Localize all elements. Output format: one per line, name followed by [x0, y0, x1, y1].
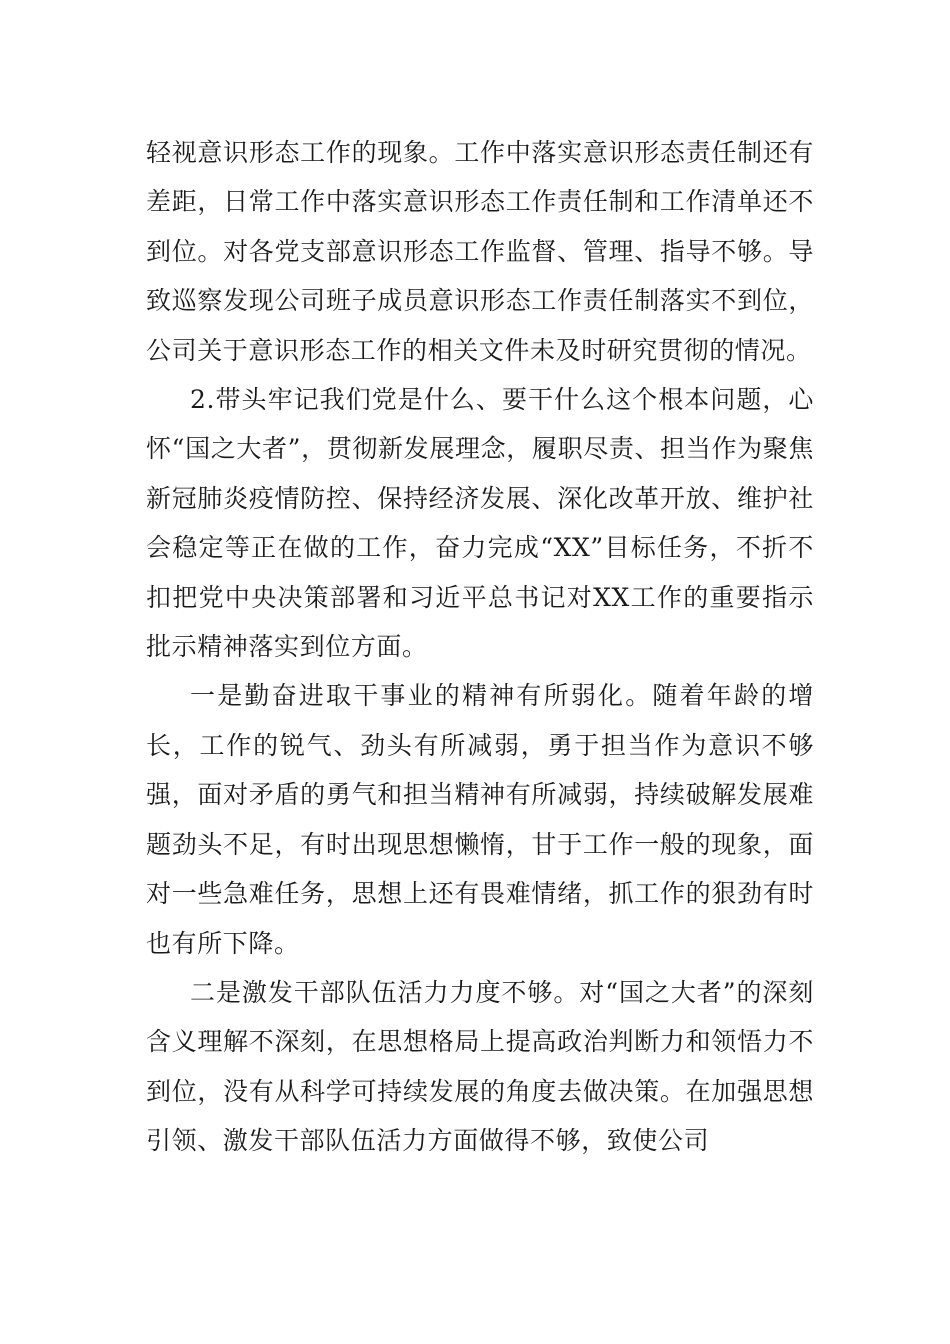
paragraph-first-issue: 一是勤奋进取干事业的精神有所弱化。随着年龄的增长，工作的锐气、劲头有所减弱，勇于担当作为意识不够强，面对矛盾的勇气和担当精神有所减弱，持续破解发展难题劲头不足，有时出现思想懒惰，甘于工作一般的现象，面对一些急难任务，思想上还有畏难情绪，抓工作的狠劲有时也有所下降。 [146, 681, 814, 958]
document-body [146, 128, 814, 1166]
paragraph-ideology-work: 轻视意识形态工作的现象。工作中落实意识形态责任制还有差距，日常工作中落实意识形态工作责任制和工作清单还不到位。对各党支部意识形态工作监督、管理、指导不够。导致巡察发现公司班子成员意识形态工作责任制落实不到位，公司关于意识形态工作的相关文件未及时研究贯彻的情况。 [146, 138, 814, 365]
paragraph-second-issue: 二是激发干部队伍活力力度不够。对“国之大者”的深刻含义理解不深刻，在思想格局上提高政治判断力和领悟力不到位，没有从科学可持续发展的角度去做决策。在加强思想引领、激发干部队伍活力方面做得不够，致使公司 [146, 977, 814, 1156]
paragraph-point-2: 2.带头牢记我们党是什么、要干什么这个根本问题，心怀“国之大者”，贯彻新发展理念，履职尽责、担当作为聚焦新冠肺炎疫情防控、保持经济发展、深化改革开放、维护社会稳定等正在做的工作，奋力完成“XX”目标任务，不折不扣把党中央决策部署和习近平总书记对XX工作的重要指示批示精神落实到位方面。 [146, 385, 814, 662]
